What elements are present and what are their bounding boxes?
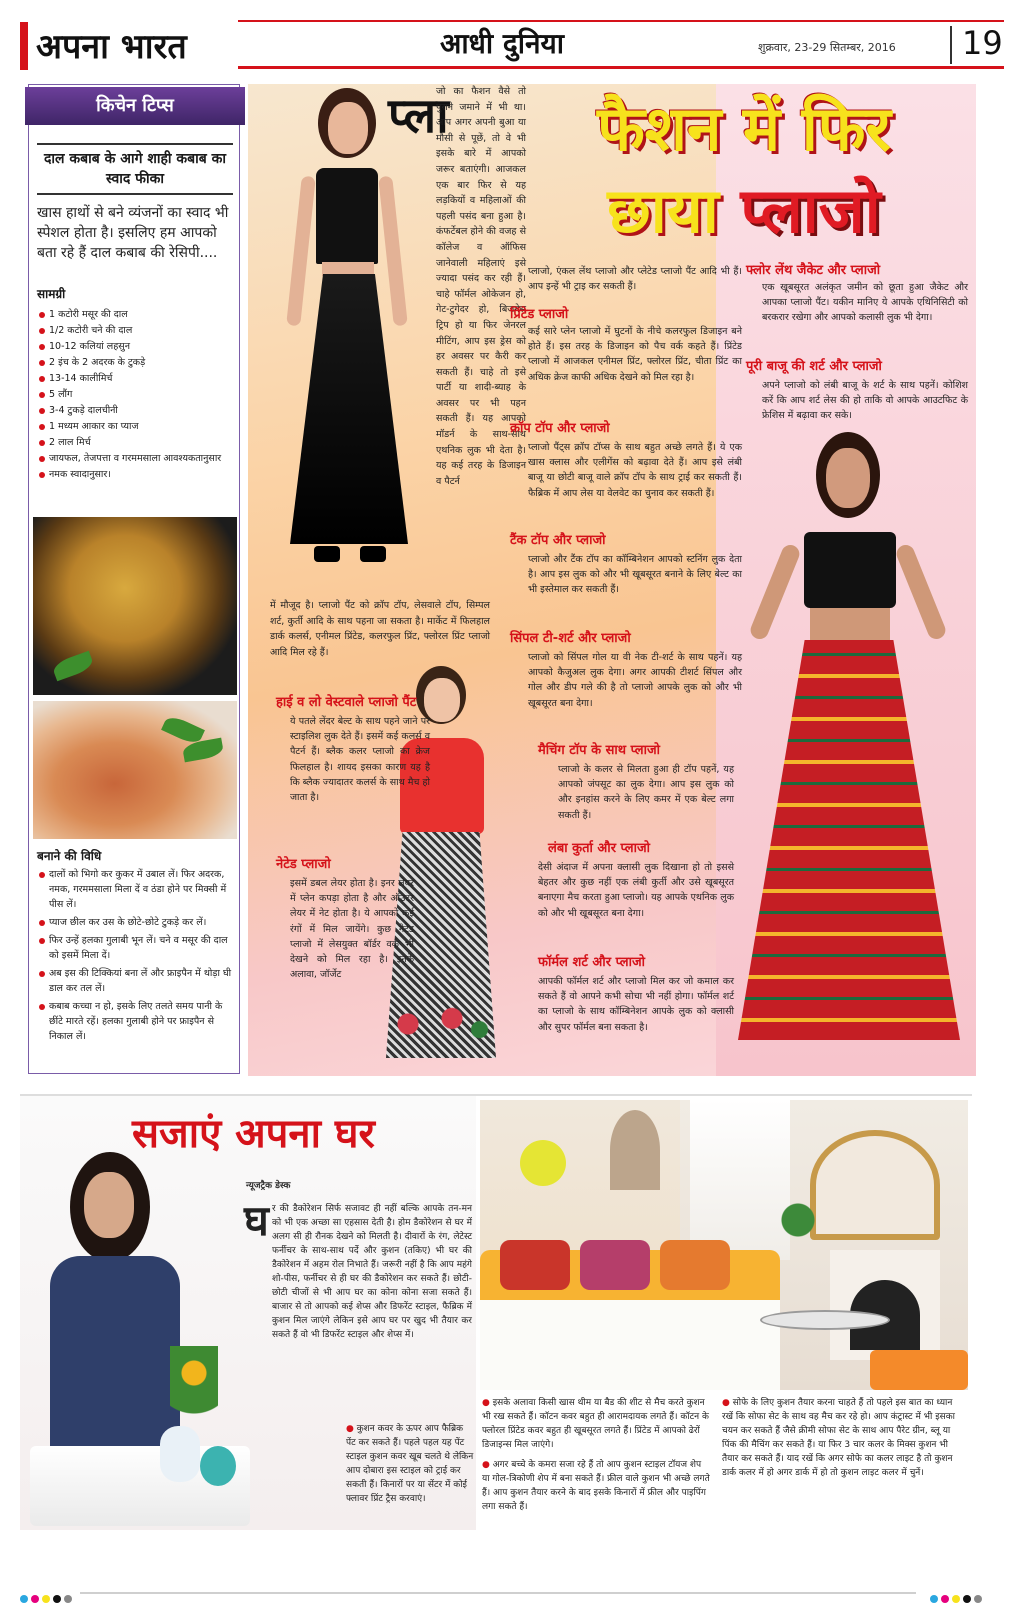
woman-with-plants-image [30, 1146, 240, 1526]
masthead-rule-top [238, 20, 1004, 22]
home-col1-text: र की डैकोरेशन सिर्फ सजावट ही नहीं बल्कि आपके तन-मन को भी एक अच्छा सा एहसास देती है। होम डैकोरेशन से घर में अलग सी ही रौनक देखने को मिलती है। दीवारों के रंग, लेटेस्ट फर्नीचर के साथ-साथ पर्दे और कुशन (तकिए) भी घर की डैकोरेशन में अहम रोल निभाते हैं। जरूरी नहीं है कि आप महंगे शो-पीस, फर्नीचर से ही घर की डैकोरेशन कर सकते हैं। छोटी-छोटी चीजों से भी आप घर का कोना कोना सजा सकते हैं। बाजार से तो आपको कई शेप्स और डिफरेंट स्टाइल, फैब्रिक में कुशन मिल जाएंगे लेकिन इसे आप घर पर खुद भी तैयार कर सकते हैं वो भी डिफरेंट स्टाइल और शेप्स में। [272, 1204, 472, 1340]
brand-accent-bar [20, 22, 28, 70]
color-dot [42, 1595, 50, 1603]
method-list [37, 867, 235, 1047]
section-text: प्लाजो पैंट्स क्रॉप टॉप्स के साथ बहुत अच्छे लगते हैं। ये एक खास क्लास और एलीगेंस को बढ़ावा देते हैं। आप इसे लंबी बाजू या छोटी बाजू वाले क्रॉप टॉप के साथ ट्राई कर सकती हैं। फैब्रिक में आप लेस या वेलवेट का चुनाव कर सकती हैं। [528, 442, 742, 499]
list-item: प्याज छील कर उस के छोटे-छोटे टुकड़े कर लें। [37, 915, 235, 930]
headline-word-plazo: प्लाजो [740, 174, 881, 247]
section-text: एक खूबसूरत अलंकृत जमीन को छूता हुआ जैकेट और आपका प्लाजो पैंट। यकीन मानिए ये आपके एथिनिसिटी को बरकरार रखेगा और आपको कलासी लुक भी देगा। [762, 282, 968, 324]
article-dropcap: प्ला [388, 88, 449, 144]
color-dot [64, 1595, 72, 1603]
list-item: 13-14 कालीमिर्च [37, 371, 235, 387]
list-item: 1/2 कटोरी चने की दाल [37, 323, 235, 339]
color-dot [952, 1595, 960, 1603]
home-col2-bullet-2: ● अगर बच्चे के कमरा सजा रहे हैं तो आप कुशन स्टाइल टॉयज शेप या गोल-त्रिकोणी शेप में बना सकते हैं। फ्रील वाले कुशन भी अच्छे लगते हैं। आप कुशन तैयार करने के बाद इसके किनारों में फ्रील और पाइपिंग लगा सकते हैं। [482, 1460, 710, 1512]
color-dot [930, 1595, 938, 1603]
list-item: 1 कटोरी मसूर की दाल [37, 307, 235, 323]
section-heading: नेटेड प्लाजो [276, 857, 331, 872]
masthead [20, 18, 1004, 74]
issue-date: शुक्रवार, 23-29 सितम्बर, 2016 [758, 41, 896, 54]
bullet-text: अगर बच्चे के कमरा सजा रहे हैं तो आप कुशन स्टाइल टॉयज शेप या गोल-त्रिकोणी शेप में बना सकते हैं। फ्रील वाले कुशन भी अच्छे लगते हैं। आप कुशन तैयार करने के बाद इसके किनारों में फ्रील और पाइपिंग लगा सकते हैं। [482, 1460, 710, 1512]
ingredients-heading: सामग्री [37, 287, 66, 301]
color-dot [941, 1595, 949, 1603]
section-text: प्लाजो और टैंक टॉप का कॉम्बिनेशन आपको स्टनिंग लुक देता है। आप इस लुक को और भी खूबसूरत बनाने के लिए बेल्ट का भी इस्तेमाल कर सकती हैं। [528, 554, 742, 596]
home-col2-bullet-1: ● इसके अलावा किसी खास थीम या बैड की शीट से मैच करते कुशन भी रख सकते हैं। कॉटन कवर बहुत ही आरामदायक लगते हैं। कॉटन के फ्लोरल प्रिंटेड कवर बहुत ही खूबसूरत लगते हैं। प्रिंटेड में आपको ढेरों डिजाइन्स मिल जाएंगे। [482, 1398, 709, 1450]
color-dot [20, 1595, 28, 1603]
list-item: 3-4 टुकड़े दालचीनी [37, 403, 235, 419]
kebab-closeup-photo [33, 701, 237, 839]
brand-title: अपना भारत [36, 27, 187, 67]
color-dot [31, 1595, 39, 1603]
section-heading: टैंक टॉप और प्लाजो [510, 533, 606, 548]
section-heading: हाई व लो वेस्टवाले प्लाजो पैंट [276, 695, 417, 710]
list-item: 10-12 कलियां लहसुन [37, 339, 235, 355]
section-text: देसी अंदाज में अपना क्लासी लुक दिखाना हो तो इससे बेहतर और कुछ नहीं एक लंबी कुर्ती और उसे खूबसूरत बनाएगा मैच करता हुआ प्लाजो। यह आपके एथनिक लुक को और भी खूबसूरत बना देगा। [538, 862, 734, 919]
section-text: ये पतले लेंदर बेल्ट के साथ पहने जाने पर स्टाइलिश लुक देते हैं। इसमें कई कलर्स व पैटर्न हैं। ब्लैक कलर प्लाजो का क्रेज फिलहाल है। शायद इसका कारण यह है कि ब्लैक ज्यादातर कलर्स के साथ मैच हो जाता है। [290, 716, 430, 804]
recipe-title: दाल कबाब के आगे शाही कबाब का स्वाद फीका [37, 143, 233, 195]
headline-word-chhaya: छाया [607, 174, 719, 247]
home-col1-bullet: ● कुशन कवर के ऊपर आप फैब्रिक पेंट कर सकते हैं। पहले पहल यह पेंट स्टाइल कुशन कवर खूब चलते थे लेकिन आप दोबारा इस स्टाइल को ट्राई कर सकती हैं। किनारों पर या सेंटर में कोई फ्लावर प्रिंट ट्रैस करवाएं। [346, 1424, 474, 1504]
section-heading: सिंपल टी-शर्ट और प्लाजो [510, 631, 631, 646]
model-printed-plazo-image [718, 432, 972, 1072]
home-dropcap: घ [244, 1196, 269, 1245]
list-item: 2 लाल मिर्च [37, 435, 235, 451]
home-col3-bullet: ● सोफे के लिए कुशन तैयार करना चाहते हैं तो पहले इस बात का ध्यान रखें कि सोफा सेट के साथ वह मैच कर रहे हो। आप कंट्रास्ट में भी इसका चयन कर सकते हैं जैसे क्रीमी सोफा सेट के साथ आप पैरेट ग्रीन, ब्लू या पिंक की मैचिंग कर सकते हैं। या फिर 3 चार कलर के मिक्स कुशन भी तैयार कर सकते हैं। याद रखें कि अगर सोफे का कलर लाइट है तो कुशन डार्क कलर में हो अगर डार्क में हो तो कुशन लाइट कलर में चुनें। [722, 1398, 955, 1478]
list-item: जायफल, तेजपत्ता व गरममसाला आवश्यकतानुसार [37, 451, 235, 467]
living-room-photo [480, 1100, 968, 1390]
list-item: 2 इंच के 2 अदरक के टुकड़े [37, 355, 235, 371]
list-item: 1 मध्यम आकार का प्याज [37, 419, 235, 435]
home-article-title: सजाएं अपना घर [132, 1110, 375, 1157]
kitchen-tips-header: किचेन टिप्स [25, 87, 245, 125]
bullet-text: इसके अलावा किसी खास थीम या बैड की शीट से मैच करते कुशन भी रख सकते हैं। कॉटन कवर बहुत ही आरामदायक लगते हैं। कॉटन के फ्लोरल प्रिंटेड कवर बहुत ही खूबसूरत लगते हैं। प्रिंटेड में आपको ढेरों डिजाइन्स मिल जाएंगे। [482, 1398, 709, 1450]
section-heading: फ्लोर लेंथ जैकेट और प्लाजो [746, 263, 881, 278]
color-dot [963, 1595, 971, 1603]
color-dot [53, 1595, 61, 1603]
page-number: 19 [962, 24, 1003, 62]
section-heading: मैचिंग टॉप के साथ प्लाजो [538, 743, 660, 758]
section-text: इसमें डबल लेयर होता है। इनर लेयर में प्लेन कपड़ा होता है और ऑउटर लेयर में नेट होता है। ये आपको कई रंगों में मिल जायेंगे। कुछ नेटेड प्लाजो में लेसयुक्त बॉर्डर वर्क भी देखने को मिल रहा है। इनके अलावा, जॉर्जेट [290, 878, 414, 981]
section-heading: प्रिंटेड प्लाजो [510, 307, 569, 322]
list-item: नमक स्वादानुसार। [37, 467, 235, 483]
page-number-divider [950, 26, 952, 64]
masthead-rule-bottom [238, 66, 1004, 69]
headline-line-1: फैशन में फिर [597, 92, 891, 165]
color-dot [974, 1595, 982, 1603]
color-dots-right [930, 1588, 985, 1598]
section-text: प्लाजो के कलर से मिलता हुआ ही टॉप पहनें, यह आपको जंपसूट का लुक देगा। आप इस लुक को और इनहांस करने के लिए कमर में एक बेल्ट लगा सकती हैं। [558, 764, 734, 821]
home-byline: न्यूजट्रैक डेस्क [246, 1181, 291, 1191]
section-heading: क्रॉप टॉप और प्लाजो [510, 421, 610, 436]
method-heading: बनाने की विधि [37, 849, 102, 863]
kitchen-tips-box [28, 84, 240, 1074]
list-item: फिर उन्हें हलका गुलाबी भून लें। चने व मसूर की दाल को इसमें मिला दें। [37, 933, 235, 963]
section-text: प्लाजो को सिंपल गोल या वी नेक टी-शर्ट के साथ पहनें। यह आपको कैजुअल लुक देगा। अगर आपकी टीशर्ट सिंपल और गोल और डीप गले की है तो प्लाजो आपके लुक को और भी खूबसूरत बना देगा। [528, 652, 742, 709]
list-item: अब इस की टिक्कियां बना लें और फ्राइपैन में थोड़ा घी डाल कर तल लें। [37, 966, 235, 996]
herb-garnish [51, 651, 95, 682]
footer-rule [80, 1592, 916, 1594]
fashion-article [248, 84, 976, 1076]
list-item: कबाब कच्चा न हो, इसके लिए तलते समय पानी के छींटे मारते रहें। हलका गुलाबी होने पर फ्राइपैन से निकाल लें। [37, 999, 235, 1044]
bullet-text: सोफे के लिए कुशन तैयार करना चाहते हैं तो पहले इस बात का ध्यान रखें कि सोफा सेट के साथ वह मैच कर रहे हो। आप कंट्रास्ट में भी इसका चयन कर सकते हैं जैसे क्रीमी सोफा सेट के साथ आप पैरेट ग्रीन, ब्लू या पिंक की मैचिंग कर सकते हैं। या फिर 3 चार कलर के मिक्स कुशन भी तैयार कर सकते हैं। याद रखें कि अगर सोफे का कलर लाइट है तो कुशन डार्क कलर में हो अगर डार्क में हो तो कुशन लाइट कलर में चुनें। [722, 1398, 955, 1478]
section-text: कई सारे प्लेन प्लाजो में घुटनों के नीचे कलरफुल डिजाइन बने होते हैं। इस तरह के डिजाइन को पैच वर्क कहते हैं। प्रिंटेड प्लाजो में आजकल एनीमल प्रिंट, फ्लोरल प्रिंट, चीता प्रिंट का अधिक क्रेज काफी अधिक देखने को मिल रहा है। [528, 326, 742, 383]
home-decor-article [20, 1094, 972, 1530]
section-heading: पूरी बाजू की शर्ट और प्लाजो [746, 359, 882, 374]
color-dots-left [20, 1588, 75, 1598]
kebab-photo [33, 517, 237, 695]
intro-text-bottom: में मौजूद है। प्लाजो पैंट को क्रॉप टॉप, लेसवाले टॉप, सिम्पल शर्ट, कुर्ती आदि के साथ पहना जा सकता है। मार्केट में फिलहाल डार्क कलर्स, एनीमल प्रिंटेड, कलरफुल प्रिंट, फ्लोरल प्रिंट प्लाजो आदि मिल रहे हैं। [270, 600, 490, 658]
section-text: अपने प्लाजो को लंबी बाजू के शर्ट के साथ पहनें। कोशिश करें कि आप शर्ट लेस की हो ताकि वो आपके आउटफिट के फ्रेशिस में बढ़ावा कर सके। [762, 380, 968, 422]
section-title: आधी दुनिया [440, 27, 564, 60]
section-text: आपकी फॉर्मल शर्ट और प्लाजो मिल कर जो कमाल कर सकते हैं वो आपने कभी सोचा भी नहीं होगा। फॉर्मल शर्ट का प्लाजो के साथ कॉम्बिनेशन आपके लुक को क्लासी और सुपर फॉर्मल बना सकता है। [538, 976, 734, 1033]
list-item: 5 लौंग [37, 387, 235, 403]
section-heading: फॉर्मल शर्ट और प्लाजो [538, 955, 645, 970]
mid-intro-text: प्लाजो, एंकल लेंथ प्लाजो और प्लेटेड प्लाजो पैंट आदि भी हैं। आप इन्हें भी ट्राइ कर सकती हैं। [528, 266, 742, 293]
ingredients-list [37, 307, 235, 483]
list-item: दालों को भिगो कर कुकर में उबाल लें। फिर अदरक, नमक, गरममसाला मिला दें व ठंडा होने पर मिक्सी में पीस लें। [37, 867, 235, 912]
model-black-plazo-image [266, 84, 426, 584]
intro-text-top-body: जो का फैशन वैसे तो पुराने जमाने में भी था। आप अगर अपनी बुआ या मौसी से पूछें, तो वे भी इसके बारे में आपको जरूर बताएंगी। आजकल एक बार फिर से यह लड़कियों व महिलाओं की पहली पसंद बना हुआ है। कंफर्टेबल होने की वजह से कॉलेज व ऑफिस जानेवाली महिलाएं इसे ज्यादा पसंद कर रही हैं। चाहे फॉर्मल ओकेजन हो, गेट-टुगेदर हो, बिजनेस ट्रिप हो या फिर जेनरल मीटिंग, आप इस ड्रेस को हर अवसर पर कैरी कर सकती हैं। चाहे तो इसे पार्टी या शादी-ब्याह के अवसर पर भी पहन सकती हैं। यह आपको मॉडर्न के साथ-साथ एथनिक लुक भी देता है। यह कई तरह के डिजाइन व पैटर्न [436, 86, 526, 487]
article-headline [524, 88, 964, 252]
recipe-intro: खास हाथों से बने व्यंजनों का स्वाद भी स्पेशल होता है। इसलिए हम आपको बता रहे हैं दाल कबाब की रेसिपी.... [37, 205, 229, 261]
section-heading: लंबा कुर्ता और प्लाजो [548, 841, 650, 856]
bullet-text: कुशन कवर के ऊपर आप फैब्रिक पेंट कर सकते हैं। पहले पहल यह पेंट स्टाइल कुशन कवर खूब चलते थे लेकिन आप दोबारा इस स्टाइल को ट्राई कर सकती हैं। किनारों पर या सेंटर में कोई फ्लावर प्रिंट ट्रैस करवाएं। [346, 1424, 474, 1504]
